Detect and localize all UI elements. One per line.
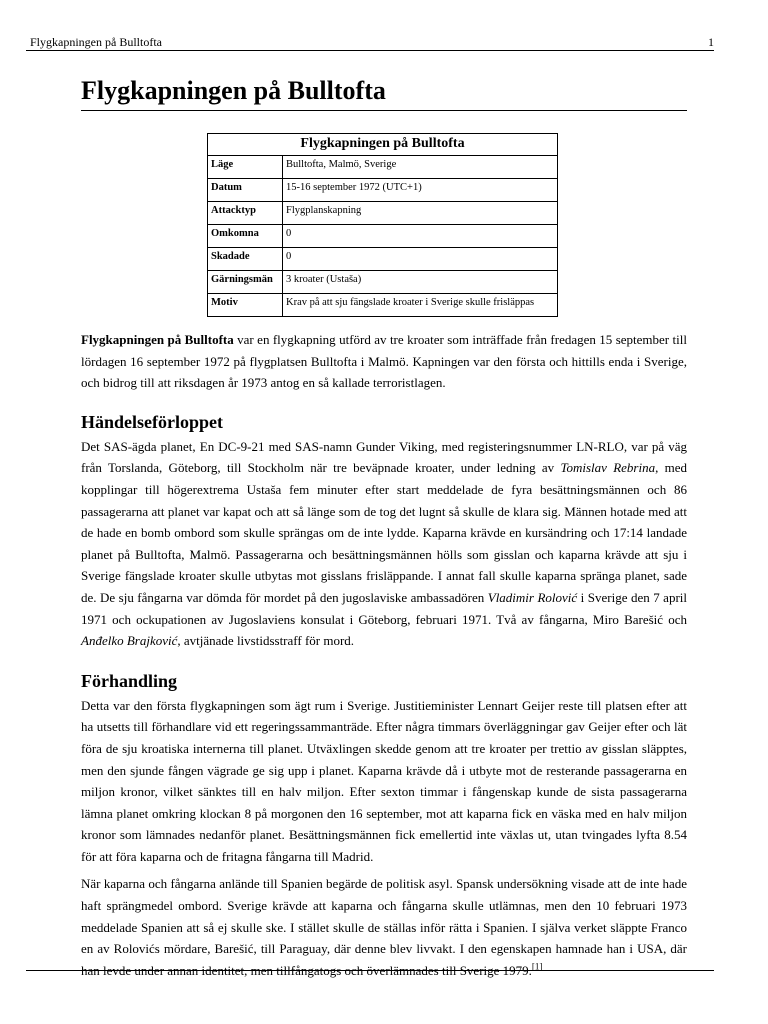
infobox-label: Datum — [208, 179, 283, 202]
infobox-title: Flygkapningen på Bulltofta — [208, 134, 558, 156]
intro-bold-lead: Flygkapningen på Bulltofta — [81, 332, 234, 347]
running-header-title: Flygkapningen på Bulltofta — [30, 35, 162, 49]
section-heading-handelseforloppet: Händelseförloppet — [81, 411, 223, 432]
infobox-label: Omkomna — [208, 225, 283, 248]
infobox-row — [208, 248, 558, 271]
paragraph-text: När kaparna och fångarna anlände till Spanien begärde de politisk asyl. Spansk undersökning visade att de inte hade haft sprängmedel ombord. Sverige krävde att kaparna och fångarna skulle utlämnas, men den 10 februari 1973 meddelade Spanien att så ej skulle ske. I stället skulle de ställas inför rätta i Spanien. I själva verket släppte Franco en av Rolovićs mördare, Barešić, till Paraguay, där denne blev livvakt. I den egenskapen hamnade han i USA, där han levde under annan identitet, men tillfångatogs och överlämnades till Sverige 1979. — [81, 876, 687, 978]
infobox-label: Attacktyp — [208, 202, 283, 225]
infobox-row — [208, 179, 558, 202]
infobox — [207, 133, 558, 317]
section-paragraph — [81, 873, 687, 981]
infobox-value: Krav på att sju fängslade kroater i Sverige skulle frisläppas — [283, 294, 558, 317]
section-paragraph: Detta var den första flygkapningen som ägt rum i Sverige. Justitieminister Lennart Geijer reste till platsen efter att ha utsetts till förhandlare vid ett regeringssammanträde. Efter några timmars överläggningar gav Geijer efter och lät föra de sju kroatiska internerna till planet. Utväxlingen skedde genom att tre kroater per trettio av gisslan släpptes, men den sjunde fången vägrade ge sig upp i planet. Kaparna krävde då i utbyte mot de resterande passagerarna en miljon kronor, vilket sänktes till en halv miljon. Efter sexton timmar i fångenskap kunde de sista passagerarna lämna planet omkring klockan 8 på morgonen den 16 september, mot att kaparna fick en väska med en halv miljon kronor som lämnades nedanför planet. Besättningsmännen fick emellertid inte växlas ut, utan tvingades lyfta 8.54 för att föra kaparna och de fritagna fångarna till Madrid. — [81, 697, 687, 864]
intro-text: var en flygkapning utförd av tre kroater som inträffade från fredagen 15 september till lördagen 16 september 1972 på flygplatsen Bulltofta i Malmö. Kapningen var den första och hittills enda i Sverige, och bidrog till att riksdagen år 1973 antog en så kallade terroristlagen. — [81, 332, 687, 391]
infobox-label: Motiv — [208, 294, 283, 317]
person-name: Tomislav Rebrina — [560, 460, 656, 476]
paragraph-text: i Sverige den 7 april 1971 och ockupationen av Jugoslaviens konsulat i Göteborg, februari 1971. Två av fångarna, Miro Barešić och — [81, 589, 688, 627]
infobox-row — [208, 294, 558, 317]
article-content — [81, 74, 687, 981]
infobox-label: Läge — [208, 156, 283, 179]
footer-rule — [26, 970, 714, 971]
infobox-value: Flygplanskapning — [283, 202, 558, 225]
infobox-value: 0 — [283, 248, 558, 271]
article-title: Flygkapningen på Bulltofta — [81, 74, 687, 111]
reference-link[interactable]: [1] — [531, 961, 543, 972]
infobox-label: Skadade — [208, 248, 283, 271]
infobox-row — [208, 271, 558, 294]
person-name: Anđelko Brajković — [81, 633, 178, 649]
section-heading-forhandling: Förhandling — [81, 670, 178, 691]
person-name: Vladimir Rolović — [487, 589, 578, 605]
infobox-row — [208, 225, 558, 248]
infobox-value: Bulltofta, Malmö, Sverige — [283, 156, 558, 179]
paragraph-text: , avtjänade livstidsstraff för mord. — [177, 633, 355, 649]
infobox-value: 3 kroater (Ustaša) — [283, 271, 558, 294]
infobox-value: 0 — [283, 225, 558, 248]
infobox-row — [208, 156, 558, 179]
section-paragraph — [81, 436, 687, 652]
paragraph-text: Det SAS-ägda planet, En DC-9-21 med SAS-namn Gunder Viking, med registeringsnummer LN-RLO, var på väg från Torslanda, Göteborg, till Stockholm när tre beväpnade kroater, under ledning av — [81, 438, 687, 476]
paragraph-text: , med kopplingar till högerextrema Ustaša fem minuter efter start meddelade de fyra besättningsmännen och 86 passagerarna att planet var kapat och att så länge som de tog det lugnt så skulle de klara sig. Männen hotade med att de hade en bomb ombord som skulle sprängas om de inte lydde. Kaparna krävde en kursändring och 17:14 landade planet på Bulltofta, Malmö. Passagerarna och besättningsmännen hölls som gisslan och kaparna krävde att sju i Sverige fängslade kroater skulle utbytas mot gisslans frisläppande. I annat fall skulle kaparna spränga planet, sade de. De sju fångarna var dömda för mordet på den jugoslaviske ambassadören — [81, 460, 687, 605]
intro-paragraph — [81, 329, 687, 394]
page-number: 1 — [708, 35, 714, 49]
infobox-value: 15-16 september 1972 (UTC+1) — [283, 179, 558, 202]
infobox-label: Gärningsmän — [208, 271, 283, 294]
running-header — [26, 34, 714, 51]
infobox-row — [208, 202, 558, 225]
